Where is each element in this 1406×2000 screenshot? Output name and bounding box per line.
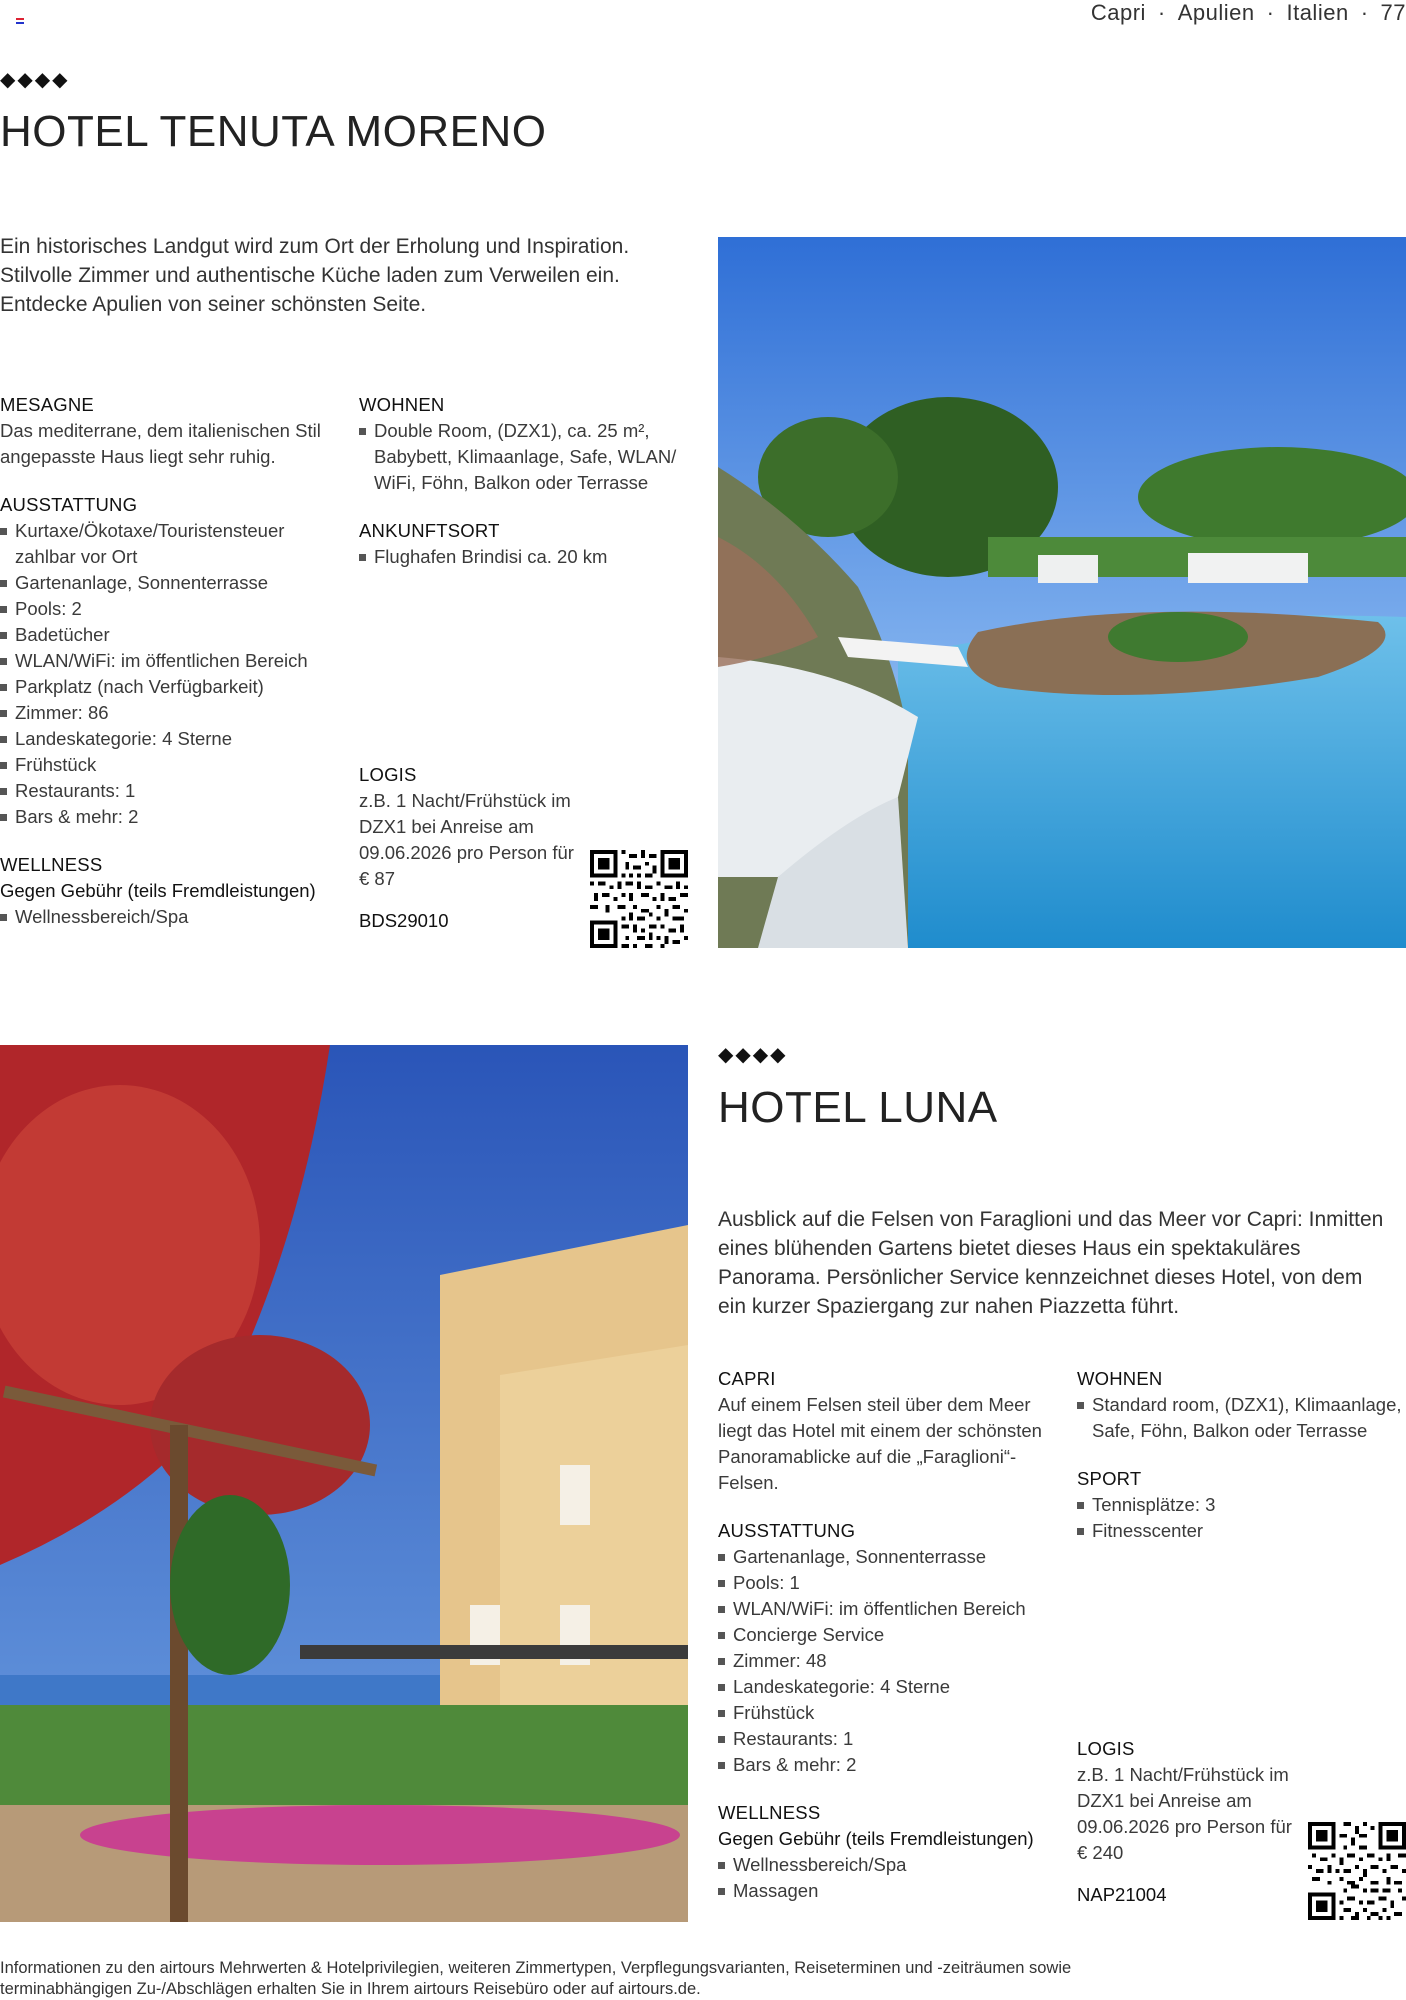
location-heading: CAPRI [718, 1368, 776, 1389]
hotel-building-photo [0, 1045, 688, 1922]
list-item: WLAN/WiFi: im öffentlichen Bereich [718, 1596, 1058, 1622]
list-item: Landeskategorie: 4 Sterne [718, 1674, 1058, 1700]
amenities-heading: AUSSTATTUNG [718, 1520, 856, 1541]
list-item: Double Room, (DZX1), ca. 25 m², Babybett, Klimaanlage, Safe, WLAN/ WiFi, Föhn, Balkon oder Terrasse [359, 418, 694, 496]
list-item: Frühstück [718, 1700, 1058, 1726]
list-item: Standard room, (DZX1), Klimaanlage, Safe, Föhn, Balkon oder Terrasse [1077, 1392, 1406, 1444]
list-item: Flughafen Brindisi ca. 20 km [359, 544, 694, 570]
wellness-subheading: Gegen Gebühr (teils Fremdleistungen) [718, 1828, 1034, 1849]
running-head-place: Capri [1090, 0, 1146, 25]
list-item: Gartenanlage, Sonnenterrasse [0, 570, 340, 596]
qr-code[interactable] [1308, 1822, 1406, 1920]
booking-code: BDS29010 [359, 910, 449, 931]
logis-heading: LOGIS [1077, 1738, 1135, 1759]
page-number: 77 [1380, 0, 1406, 25]
star-rating: ◆◆◆◆ [0, 69, 70, 91]
location-heading: MESAGNE [0, 394, 94, 415]
wellness-list [718, 1852, 1058, 1904]
list-item: Zimmer: 48 [718, 1648, 1058, 1674]
arrival-list [359, 544, 694, 570]
hotel1-right-column [359, 392, 694, 570]
running-head: Capri · Apulien · Italien · 77 [1090, 0, 1406, 25]
rooms-list [359, 418, 694, 496]
list-item: Fitnesscenter [1077, 1518, 1406, 1544]
wellness-heading: WELLNESS [718, 1802, 821, 1823]
logis-text: z.B. 1 Nacht/Frühstück im DZX1 bei Anreise am 09.06.2026 pro Person für € 240 [1077, 1764, 1292, 1863]
hotel-intro: Ein historisches Landgut wird zum Ort der Erholung und Inspiration. Stilvolle Zimmer und authentische Küche laden zum Verweilen ein. Entdecke Apulien von seiner schönsten Seite. [0, 235, 630, 316]
rooms-list [1077, 1392, 1406, 1444]
star-rating: ◆◆◆◆ [718, 1044, 788, 1066]
booking-code: NAP21004 [1077, 1884, 1167, 1905]
list-item: WLAN/WiFi: im öffentlichen Bereich [0, 648, 340, 674]
arrival-heading: ANKUNFTSORT [359, 520, 500, 541]
hotel2-left-column [718, 1366, 1058, 1904]
wellness-list [0, 904, 340, 930]
sport-heading: SPORT [1077, 1468, 1142, 1489]
location-text: Das mediterrane, dem italienischen Stil angepasste Haus liegt sehr ruhig. [0, 420, 321, 467]
list-item: Restaurants: 1 [0, 778, 340, 804]
list-item: Bars & mehr: 2 [718, 1752, 1058, 1778]
amenities-heading: AUSSTATTUNG [0, 494, 138, 515]
rooms-heading: WOHNEN [1077, 1368, 1163, 1389]
list-item: Wellnessbereich/Spa [718, 1852, 1058, 1878]
qr-code[interactable] [590, 850, 688, 948]
list-item: Zimmer: 86 [0, 700, 340, 726]
list-item: Concierge Service [718, 1622, 1058, 1648]
rooms-heading: WOHNEN [359, 394, 445, 415]
list-item: Bars & mehr: 2 [0, 804, 340, 830]
hotel-pool-photo [718, 237, 1406, 948]
list-item: Parkplatz (nach Verfügbarkeit) [0, 674, 340, 700]
sport-list [1077, 1492, 1406, 1544]
list-item: Badetücher [0, 622, 340, 648]
running-head-place: Italien [1286, 0, 1349, 25]
location-text: Auf einem Felsen steil über dem Meer liegt das Hotel mit einem der schönsten Panoramablicke auf die „Faraglioni“-Felsen. [718, 1394, 1042, 1493]
hotel2-price-block [1077, 1736, 1292, 1908]
list-item: Kurtaxe/Ökotaxe/Touristensteuer zahlbar vor Ort [0, 518, 340, 570]
hotel1-price-block [359, 762, 574, 934]
hotel-intro: Ausblick auf die Felsen von Faraglioni und das Meer vor Capri: Inmitten eines blühenden Gartens bietet dieses Haus ein spektakuläres Panorama. Persönlicher Service kennzeichnet dieses Hotel, von dem ein kurzer Spaziergang zur nahen Piazzetta führt. [718, 1208, 1384, 1318]
amenities-list [0, 518, 340, 830]
hotel-title: HOTEL TENUTA MORENO [0, 107, 547, 156]
wellness-subheading: Gegen Gebühr (teils Fremdleistungen) [0, 880, 316, 901]
list-item: Wellnessbereich/Spa [0, 904, 340, 930]
hotel-title: HOTEL LUNA [718, 1083, 998, 1132]
flag-icon [16, 18, 24, 24]
list-item: Massagen [718, 1878, 1058, 1904]
list-item: Restaurants: 1 [718, 1726, 1058, 1752]
hotel1-left-column [0, 392, 340, 930]
wellness-heading: WELLNESS [0, 854, 103, 875]
running-head-place: Apulien [1177, 0, 1255, 25]
list-item: Landeskategorie: 4 Sterne [0, 726, 340, 752]
list-item: Frühstück [0, 752, 340, 778]
list-item: Gartenanlage, Sonnenterrasse [718, 1544, 1058, 1570]
footer-note: Informationen zu den airtours Mehrwerten & Hotelprivilegien, weiteren Zimmertypen, Verpflegungsvarianten, Reiseterminen und -zeiträumen sowie terminabhängigen Zu-/Abschlägen erhalten Sie in Ihrem airtours Reisebüro oder auf airtours.de. [0, 1959, 1072, 1998]
list-item: Pools: 2 [0, 596, 340, 622]
amenities-list [718, 1544, 1058, 1778]
list-item: Tennisplätze: 3 [1077, 1492, 1406, 1518]
hotel2-right-column [1077, 1366, 1406, 1544]
list-item: Pools: 1 [718, 1570, 1058, 1596]
logis-heading: LOGIS [359, 764, 417, 785]
logis-text: z.B. 1 Nacht/Frühstück im DZX1 bei Anreise am 09.06.2026 pro Person für € 87 [359, 790, 574, 889]
